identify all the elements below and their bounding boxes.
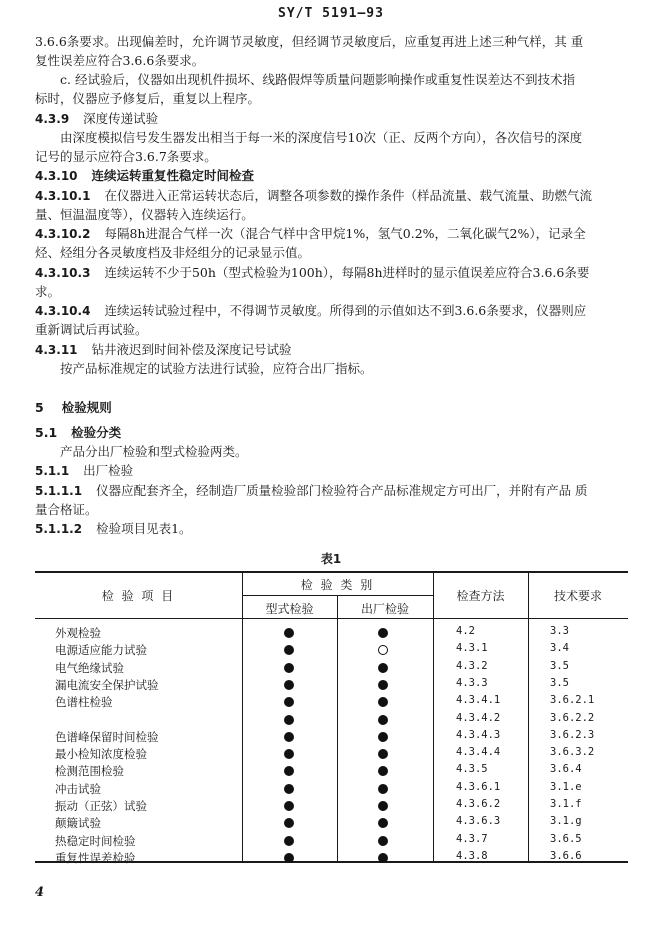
- clause-4-3-10-2: [35, 226, 586, 242]
- section-number: 4.3.10: [35, 169, 78, 183]
- section-title: 检验规则: [61, 400, 112, 415]
- filled-circle-icon: [378, 680, 388, 690]
- filled-circle-icon: [284, 645, 294, 655]
- filled-circle-icon: [284, 836, 294, 846]
- filled-circle-icon: [378, 663, 388, 673]
- table-row: [35, 781, 628, 797]
- cell-requirement: 3.5: [550, 659, 569, 672]
- cell-item: 振动（正弦）试验: [55, 799, 147, 813]
- paragraph-line: 量合格证。: [35, 502, 98, 517]
- clause-5-1-1-2: [35, 521, 192, 537]
- cell-item: 检测范围检验: [55, 764, 124, 779]
- paragraph-line: 标时，仪器应予修复后，重复以上程序。: [35, 91, 261, 106]
- cell-method: 4.3.7: [456, 832, 488, 845]
- filled-circle-icon: [378, 818, 388, 828]
- cell-item: 色谱柱检验: [55, 695, 113, 710]
- cell-requirement: 3.6.4: [550, 763, 582, 776]
- section-heading-5: [35, 400, 112, 416]
- section-title: 深度传递试验: [83, 111, 159, 126]
- cell-method: 4.3.5: [456, 763, 488, 776]
- paragraph-line: 产品分出厂检验和型式检验两类。: [60, 444, 248, 459]
- clause-4-3-10-1: [35, 188, 592, 204]
- table-row: [35, 850, 628, 866]
- cell-item: 热稳定时间检验: [55, 833, 136, 848]
- header-factory-test: 出厂检验: [360, 602, 409, 616]
- clause-5-1-1-1: [35, 483, 588, 499]
- table-row: [35, 729, 628, 745]
- paragraph-line: 记号的显示应符合3.6.7条要求。: [35, 149, 217, 164]
- section-heading-4-3-11: [35, 342, 292, 358]
- filled-circle-icon: [378, 853, 388, 863]
- cell-method: 4.3.1: [456, 642, 488, 655]
- section-title: 连续运转重复性稳定时间检查: [91, 168, 255, 183]
- table-row: [35, 763, 628, 779]
- table-row: [35, 833, 628, 849]
- paragraph-line: c. 经试验后，仪器如出现机件损坏、线路假焊等质量问题影响操作或重复性误差达不到技术指: [60, 72, 575, 87]
- paragraph-line: 3.6.6条要求。出现偏差时，允许调节灵敏度，但经调节灵敏度后，应重复再进上述三种气样，其 重: [35, 34, 584, 49]
- clause-text: 在仪器进入正常运转状态后，调整各项参数的操作条件（样品流量、载气流量、助燃气流: [104, 188, 592, 203]
- filled-circle-icon: [378, 749, 388, 759]
- filled-circle-icon: [378, 836, 388, 846]
- filled-circle-icon: [378, 801, 388, 811]
- table-row: [35, 642, 628, 658]
- paragraph-line: 求。: [35, 284, 61, 299]
- filled-circle-icon: [378, 732, 388, 742]
- cell-method: 4.3.6.1: [456, 780, 501, 793]
- section-heading-5-1-1: [35, 463, 133, 479]
- section-title: 检验分类: [71, 425, 122, 440]
- open-circle-icon: [378, 645, 388, 655]
- paragraph-line: 烃、烃组分各灵敏度档及非烃组分的记录显示值。: [35, 245, 311, 260]
- filled-circle-icon: [284, 853, 294, 863]
- header-requirement: 技术要求: [553, 589, 602, 603]
- table-row: [35, 694, 628, 710]
- section-number: 5: [35, 400, 44, 415]
- paragraph-line: 复性误差应符合3.6.6条要求。: [35, 53, 205, 68]
- cell-item: 颠簸试验: [55, 816, 101, 831]
- header-method: 检查方法: [456, 589, 505, 603]
- cell-requirement: 3.1.f: [550, 798, 582, 810]
- cell-requirement: 3.1.g: [550, 815, 582, 828]
- clause-text: 每隔8h进混合气样一次（混合气样中含甲烷1%，氢气0.2%，二氧化碳气2%），记录全: [104, 226, 586, 241]
- cell-requirement: 3.3: [550, 625, 569, 637]
- table-caption: 表1: [320, 552, 342, 566]
- cell-requirement: 3.6.3.2: [550, 746, 595, 759]
- clause-text: 连续运转不少于50h（型式检验为100h），每隔8h进样时的显示值误差应符合3.6.6条要: [104, 265, 590, 280]
- filled-circle-icon: [378, 766, 388, 776]
- cell-method: 4.3.3: [456, 676, 488, 689]
- cell-requirement: 3.6.2.2: [550, 711, 595, 724]
- section-heading-4-3-9: [35, 111, 158, 127]
- filled-circle-icon: [284, 784, 294, 794]
- section-number: 4.3.10.4: [35, 304, 91, 318]
- inspection-items-table: [35, 571, 628, 863]
- clause-4-3-10-3: [35, 265, 589, 281]
- cell-requirement: 3.5: [550, 676, 569, 689]
- cell-method: 4.3.2: [456, 659, 488, 672]
- section-number: 5.1.1: [35, 464, 70, 478]
- cell-item: 外观检验: [55, 626, 101, 640]
- table-row: [35, 815, 628, 831]
- filled-circle-icon: [378, 697, 388, 707]
- filled-circle-icon: [284, 818, 294, 828]
- header-type-test: 型式检验: [265, 602, 314, 616]
- standard-header: SY/T 5191—93: [278, 6, 384, 21]
- table-row: [35, 712, 628, 728]
- section-number: 4.3.11: [35, 343, 78, 357]
- clause-text: 检验项目见表1。: [96, 521, 192, 536]
- section-number: 5.1.1.1: [35, 484, 83, 498]
- table-row: [35, 798, 628, 814]
- cell-item: 最小检知浓度检验: [55, 747, 147, 762]
- cell-item: 电气绝缘试验: [55, 660, 124, 675]
- table-row: [35, 625, 628, 641]
- clause-text: 仪器应配套齐全，经制造厂质量检验部门检验符合产品标准规定方可出厂，并附有产品 质: [96, 483, 588, 498]
- table-row: [35, 746, 628, 762]
- cell-item: 重复性误差检验: [55, 850, 136, 865]
- cell-item: 漏电流安全保护试验: [55, 677, 159, 692]
- cell-method: 4.3.4.2: [456, 711, 501, 724]
- section-heading-5-1: [35, 425, 121, 441]
- paragraph-line: 重新调试后再试验。: [35, 322, 148, 337]
- filled-circle-icon: [284, 697, 294, 707]
- filled-circle-icon: [284, 732, 294, 742]
- filled-circle-icon: [284, 628, 294, 638]
- table-row: [35, 677, 628, 693]
- filled-circle-icon: [378, 715, 388, 725]
- cell-method: 4.3.6.3: [456, 815, 501, 828]
- paragraph-line: 按产品标准规定的试验方法进行试验，应符合出厂指标。: [60, 361, 373, 376]
- section-number: 5.1.1.2: [35, 522, 83, 536]
- table-header-rule: [35, 618, 628, 619]
- page-number: 4: [35, 885, 45, 900]
- clause-4-3-10-4: [35, 303, 586, 319]
- section-number: 4.3.10.3: [35, 266, 91, 280]
- cell-requirement: 3.4: [550, 642, 569, 655]
- table-top-rule: [35, 571, 628, 573]
- section-number: 4.3.9: [35, 112, 70, 126]
- filled-circle-icon: [378, 784, 388, 794]
- filled-circle-icon: [284, 680, 294, 690]
- section-title: 出厂检验: [83, 463, 134, 478]
- clause-text: 连续运转试验过程中，不得调节灵敏度。所得到的示值如达不到3.6.6条要求，仪器则应: [104, 303, 587, 318]
- cell-method: 4.3.8: [456, 849, 488, 862]
- header-category: 检 验 类 别: [300, 578, 375, 592]
- section-number: 5.1: [35, 425, 58, 440]
- cell-method: 4.3.6.2: [456, 798, 501, 810]
- table-row: [35, 660, 628, 676]
- section-title: 钻井液迟到时间补偿及深度记号试验: [91, 342, 292, 357]
- cell-requirement: 3.6.2.1: [550, 694, 595, 707]
- filled-circle-icon: [284, 801, 294, 811]
- filled-circle-icon: [284, 715, 294, 725]
- cell-requirement: 3.6.5: [550, 832, 582, 845]
- section-number: 4.3.10.1: [35, 189, 91, 203]
- filled-circle-icon: [284, 766, 294, 776]
- filled-circle-icon: [378, 628, 388, 638]
- cell-requirement: 3.6.2.3: [550, 728, 595, 741]
- cell-method: 4.3.4.3: [456, 728, 501, 741]
- section-heading-4-3-10: [35, 168, 254, 184]
- cell-method: 4.2: [456, 625, 475, 637]
- paragraph-line: 量、恒温温度等），仪器转入连续运行。: [35, 207, 254, 222]
- cell-item: 电源适应能力试验: [55, 643, 147, 658]
- cell-item: 冲击试验: [55, 781, 101, 796]
- filled-circle-icon: [284, 663, 294, 673]
- cell-requirement: 3.1.e: [550, 780, 582, 793]
- section-number: 4.3.10.2: [35, 227, 91, 241]
- paragraph-line: 由深度模拟信号发生器发出相当于每一米的深度信号10次（正、反两个方向），各次信号的深度: [60, 130, 583, 145]
- cell-method: 4.3.4.1: [456, 694, 501, 707]
- cell-requirement: 3.6.6: [550, 849, 582, 862]
- header-item: 检 验 项 目: [101, 589, 176, 603]
- cell-item: 色谱峰保留时间检验: [55, 729, 159, 744]
- cell-method: 4.3.4.4: [456, 746, 501, 759]
- filled-circle-icon: [284, 749, 294, 759]
